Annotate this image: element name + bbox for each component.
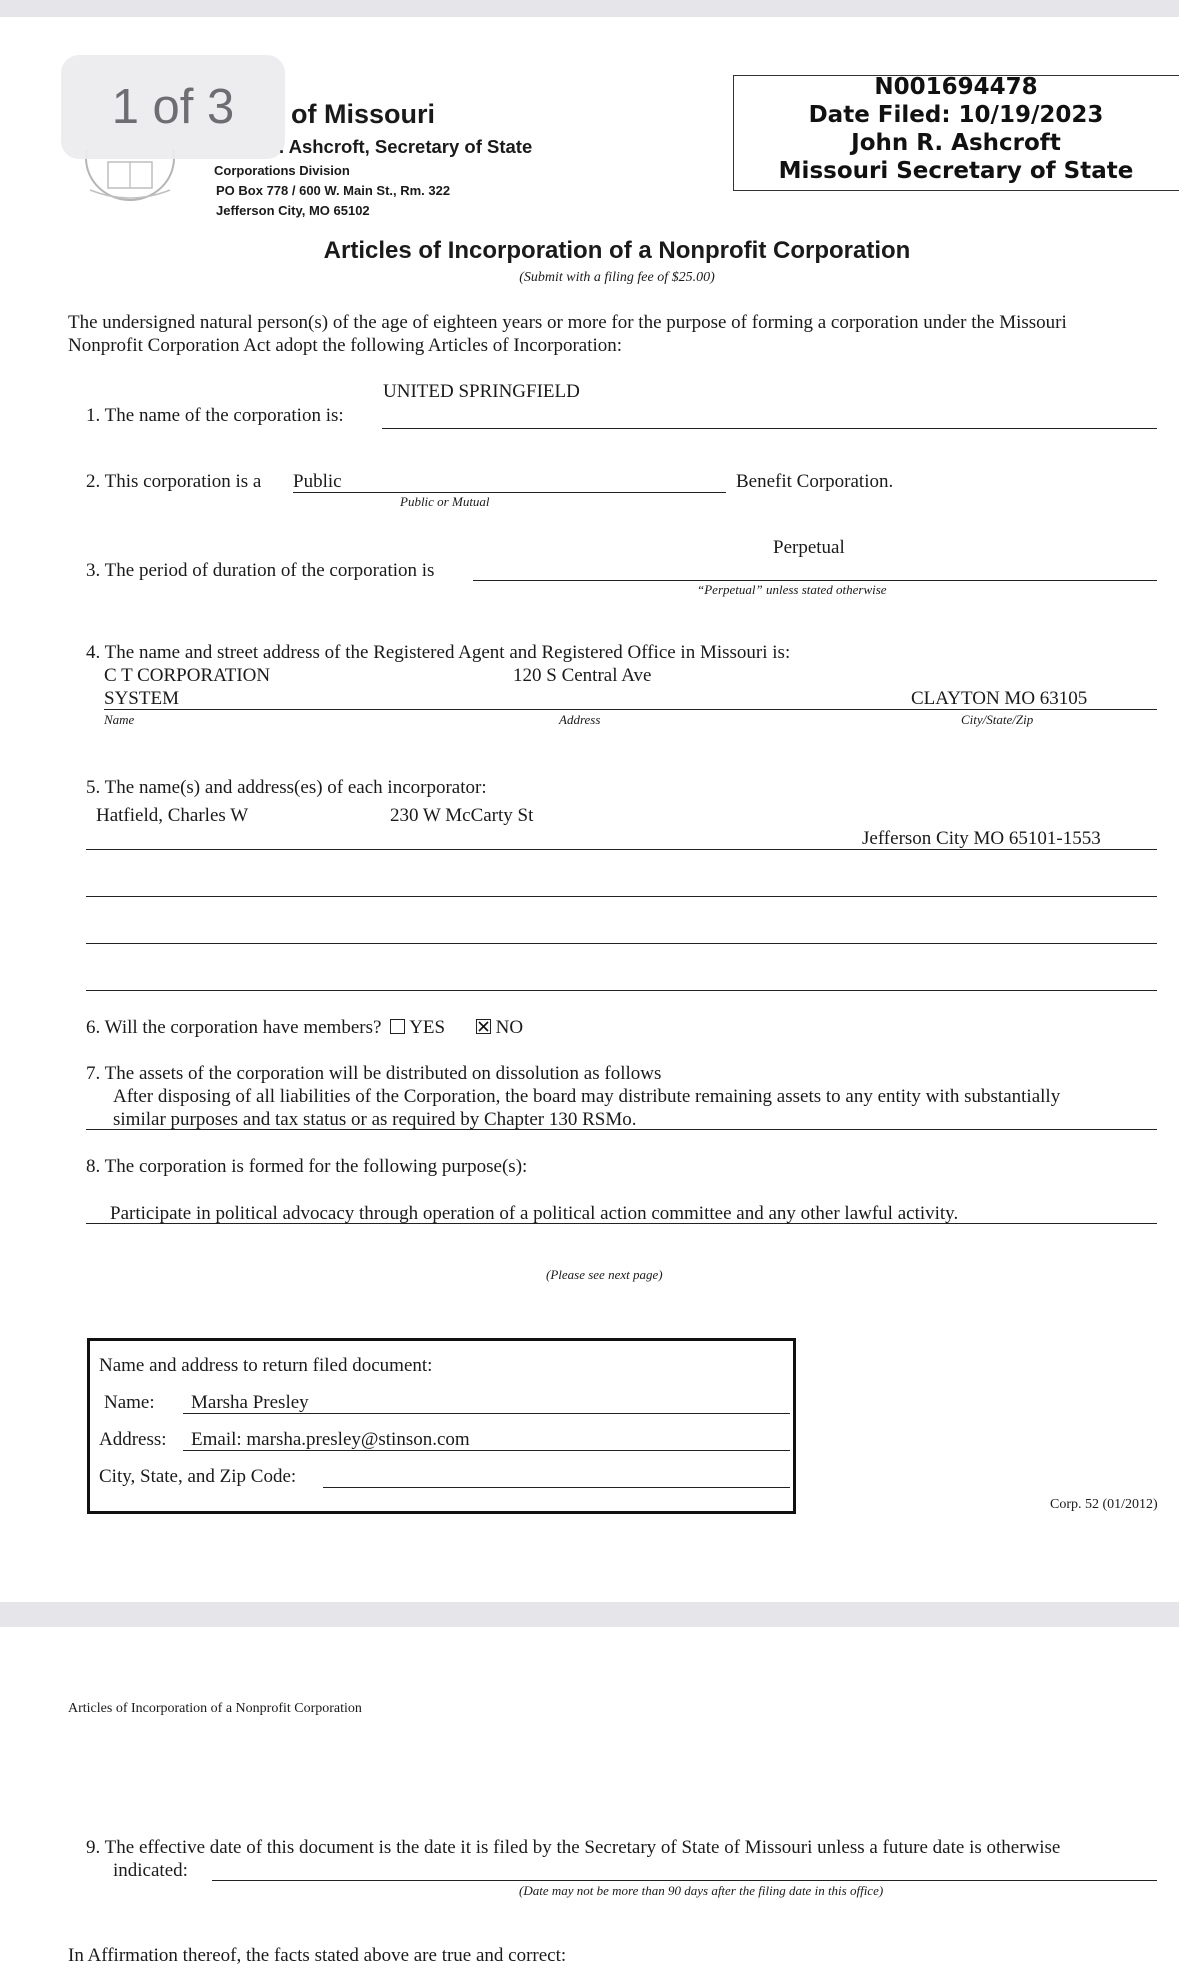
return-city-line xyxy=(323,1487,790,1488)
members-yes-label: YES xyxy=(409,1017,446,1038)
header-division: Corporations Division xyxy=(214,163,350,178)
item7-text-line1: After disposing of all liabilities of the Corporation, the board may distribute remaining assets to any entity with substantially xyxy=(113,1086,1061,1107)
page2-running-header: Articles of Incorporation of a Nonprofit Corporation xyxy=(68,1701,362,1716)
item1-label: 1. The name of the corporation is: xyxy=(86,405,344,426)
item4-hint-address: Address xyxy=(559,712,601,727)
header-state: of Missouri xyxy=(291,99,436,129)
return-name-value: Marsha Presley xyxy=(191,1392,309,1413)
page-indicator: 1 of 3 xyxy=(61,55,285,159)
item1-line xyxy=(382,428,1157,429)
item2-suffix: Benefit Corporation. xyxy=(736,471,894,492)
agent-address: 120 S Central Ave xyxy=(513,665,652,686)
return-name-line xyxy=(183,1413,790,1414)
return-box-title: Name and address to return filed document: xyxy=(99,1355,433,1376)
item7-text-line2: similar purposes and tax status or as required by Chapter 130 RSMo. xyxy=(113,1109,637,1130)
item7-label: 7. The assets of the corporation will be distributed on dissolution as follows xyxy=(86,1063,662,1084)
agent-city: CLAYTON MO 63105 xyxy=(911,688,1088,709)
corporation-name: UNITED SPRINGFIELD xyxy=(383,381,580,402)
item7-line xyxy=(86,1129,1157,1130)
item9-hint: (Date may not be more than 90 days after the filing date in this office) xyxy=(519,1883,884,1898)
members-yes-checkbox[interactable] xyxy=(390,1019,405,1034)
filing-date: Date Filed: 10/19/2023 xyxy=(808,102,1104,128)
header-po-box: PO Box 778 / 600 W. Main St., Rm. 322 xyxy=(216,183,451,198)
form-number: Corp. 52 (01/2012) xyxy=(1050,1497,1158,1512)
agent-name-line2: SYSTEM xyxy=(104,688,179,709)
filing-secretary-office: Missouri Secretary of State xyxy=(778,158,1134,184)
item4-hint-name: Name xyxy=(104,712,135,727)
intro-text: The undersigned natural person(s) of the age of eighteen years or more for the purpose of forming a corporation under the Missouri Nonprofit Corporation Act adopt the following Articles of Incorporation: xyxy=(68,312,1067,356)
return-address-value: Email: marsha.presley@stinson.com xyxy=(191,1429,470,1450)
agent-name-line1: C T CORPORATION xyxy=(104,665,271,686)
filing-number: N001694478 xyxy=(874,74,1038,100)
item3-label: 3. The period of duration of the corporation is xyxy=(86,560,435,581)
incorporator-address: 230 W McCarty St xyxy=(390,805,534,826)
return-name-label: Name: xyxy=(104,1392,155,1413)
item4-label: 4. The name and street address of the Registered Agent and Registered Office in Missouri is: xyxy=(86,642,791,663)
header-city: Jefferson City, MO 65102 xyxy=(216,203,370,218)
return-city-label: City, State, and Zip Code: xyxy=(99,1466,297,1487)
item5-line-2 xyxy=(86,896,1157,897)
item4-line xyxy=(104,709,1157,710)
item8-line xyxy=(86,1223,1157,1224)
purpose-text: Participate in political advocacy through operation of a political action committee and any other lawful activity. xyxy=(110,1203,959,1224)
item6-label: 6. Will the corporation have members? xyxy=(86,1017,382,1038)
return-address-label: Address: xyxy=(99,1429,167,1450)
affirmation-text: In Affirmation thereof, the facts stated above are true and correct: xyxy=(68,1945,567,1966)
members-no-checkbox[interactable] xyxy=(476,1019,491,1034)
item2-line xyxy=(293,492,726,493)
form-subtitle: (Submit with a filing fee of $25.00) xyxy=(519,270,715,285)
item5-label: 5. The name(s) and address(es) of each incorporator: xyxy=(86,777,487,798)
item3-line xyxy=(473,580,1157,581)
item2-label: 2. This corporation is a xyxy=(86,471,262,492)
item5-line-3 xyxy=(86,943,1157,944)
item9-line xyxy=(212,1880,1157,1881)
header-secretary: . Ashcroft, Secretary of State xyxy=(279,136,533,157)
members-no-label: NO xyxy=(495,1017,524,1038)
return-address-line xyxy=(183,1450,790,1451)
item2-hint: Public or Mutual xyxy=(400,494,490,509)
item6-row xyxy=(86,1017,523,1039)
next-page-note: (Please see next page) xyxy=(546,1267,663,1282)
item5-line-1 xyxy=(86,849,1157,850)
item8-label: 8. The corporation is formed for the following purpose(s): xyxy=(86,1156,528,1177)
incorporator-name: Hatfield, Charles W xyxy=(96,805,249,826)
item5-line-4 xyxy=(86,990,1157,991)
item9-line1: 9. The effective date of this document is the date it is filed by the Secretary of State of Missouri unless a future date is otherwise xyxy=(86,1837,1061,1858)
duration-value: Perpetual xyxy=(773,537,845,558)
checkbox-x-icon xyxy=(477,1020,490,1033)
document-page-2 xyxy=(0,1627,1179,1982)
incorporator-city: Jefferson City MO 65101-1553 xyxy=(862,828,1101,849)
item4-hint-city: City/State/Zip xyxy=(961,712,1034,727)
item9-line2: indicated: xyxy=(113,1860,188,1881)
filing-secretary-name: John R. Ashcroft xyxy=(851,130,1061,156)
form-title: Articles of Incorporation of a Nonprofit Corporation xyxy=(323,237,911,264)
item3-hint: “Perpetual” unless stated otherwise xyxy=(697,582,887,597)
benefit-type: Public xyxy=(293,471,342,492)
